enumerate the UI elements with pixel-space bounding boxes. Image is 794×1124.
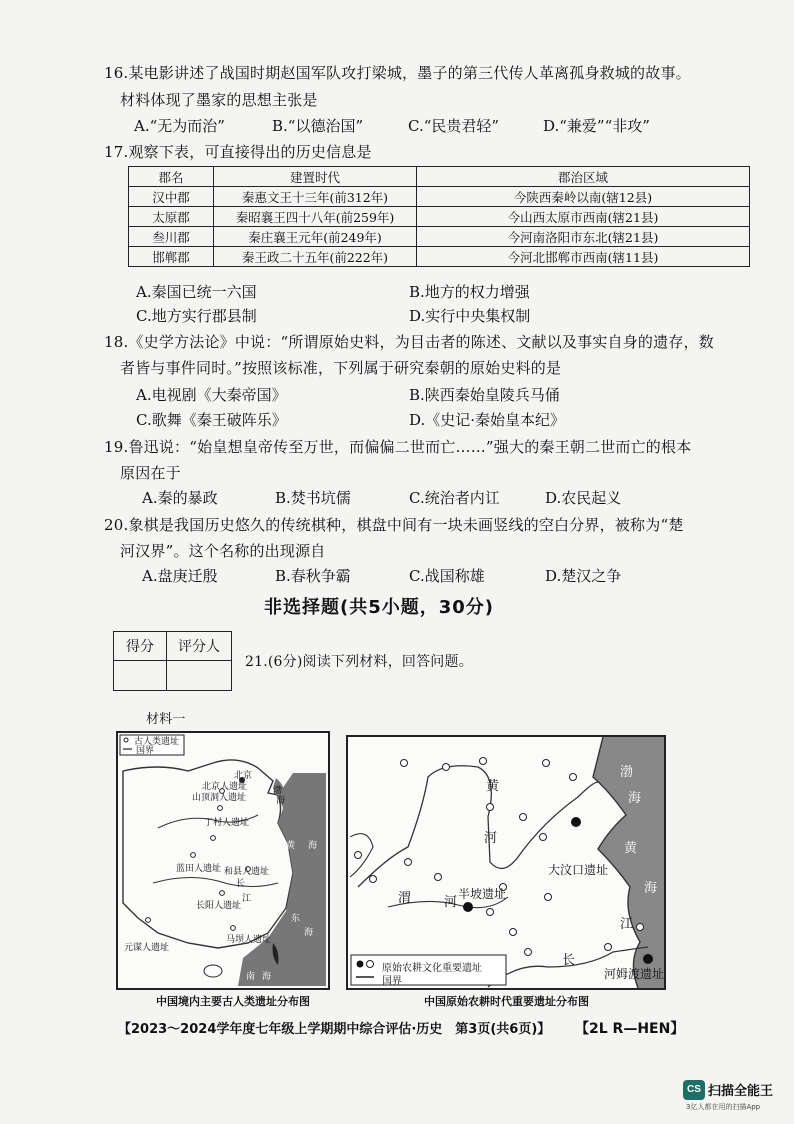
map1-label-site: 北京人遗址 — [202, 782, 248, 792]
map1-water-label: 渤 — [273, 786, 283, 796]
map1-water-label: 江 — [242, 894, 252, 904]
q19-stem-line2: 原因在于 — [120, 464, 181, 482]
farming-sites-map — [346, 735, 666, 990]
footer-code: 【2L R—HEN】 — [575, 1021, 685, 1037]
map1-legend-border: 国界 — [136, 746, 155, 756]
map2-sea-label: 海 — [644, 881, 658, 896]
table-header-row — [129, 167, 750, 187]
map2-legend-site: 原始农耕文化重要遗址 — [382, 963, 482, 974]
map1-water-label: 长 — [236, 879, 246, 889]
q16-stem-line1: 16.某电影讲述了战国时期赵国军队攻打梁城，墨子的第三代传人革离孤身救城的故事。 — [104, 64, 691, 82]
table-row — [129, 207, 750, 227]
table-cell: 汉中郡 — [129, 187, 214, 207]
table-header-cell: 郡名 — [129, 167, 214, 187]
map2-site-label: 河姆渡遗址 — [604, 967, 665, 981]
map2-caption: 中国原始农耕时代重要遗址分布图 — [424, 995, 589, 1008]
q16-option-a: A.“无为而治” — [134, 117, 225, 135]
map1-water-label: 海 — [304, 928, 314, 938]
map2-river-label: 河 — [444, 895, 458, 910]
q17-option-b: B.地方的权力增强 — [409, 283, 530, 301]
map1-water-label: 黄 — [286, 841, 296, 851]
map2-site-label: 大汶口遗址 — [548, 863, 609, 877]
map2-sea-label: 海 — [628, 791, 642, 806]
map1-label-site: 丁村人遗址 — [204, 818, 250, 828]
q20-option-d: D.楚汉之争 — [545, 567, 622, 585]
q19-option-b: B.焚书坑儒 — [275, 489, 351, 507]
q17-stem: 17.观察下表，可直接得出的历史信息是 — [104, 143, 372, 161]
table-header-cell: 郡治区域 — [417, 167, 750, 187]
table-cell: 秦惠文王十三年(前312年) — [214, 187, 417, 207]
footer-exam-info: 【2023～2024学年度七年级上学期期中综合评估·历史 第3页(共6页)】 — [118, 1022, 551, 1037]
q18-option-a: A.电视剧《大秦帝国》 — [136, 386, 287, 404]
map1-label-site: 山顶洞人遗址 — [192, 793, 247, 803]
map2-river-label: 长 — [562, 953, 576, 968]
table-header-cell: 建置时代 — [214, 167, 417, 187]
map2-sea-label: 黄 — [624, 841, 638, 856]
q20-stem-line2: 河汉界”。这个名称的出现源自 — [120, 542, 326, 560]
map2-river-label: 渭 — [398, 891, 412, 906]
q19-stem-line1: 19.鲁迅说：“始皇想皇帝传至万世，而偏偏二世而亡……”强大的秦王朝二世而亡的根本 — [104, 438, 692, 456]
q21-stem: 21.(6分)阅读下列材料，回答问题。 — [245, 654, 473, 670]
table-cell: 秦庄襄王元年(前249年) — [214, 227, 417, 247]
map2-sea-label: 渤 — [620, 765, 634, 780]
q19-option-d: D.农民起义 — [545, 489, 622, 507]
q20-option-a: A.盘庚迁殷 — [142, 567, 218, 585]
material-one-label: 材料一 — [146, 712, 186, 727]
q16-option-b: B.“以德治国” — [272, 117, 364, 135]
table-cell: 太原郡 — [129, 207, 214, 227]
section-title: 非选择题(共5小题，30分) — [264, 597, 495, 618]
map1-water-label: 海 — [276, 796, 286, 806]
table-cell: 今河南洛阳市东北(辖21县) — [417, 227, 750, 247]
map1-water-label: 东 — [291, 914, 301, 924]
map1-label-site: 马坝人遗址 — [226, 935, 272, 945]
table-cell: 叁川郡 — [129, 227, 214, 247]
q18-stem-line2: 者皆与事件同时。”按照该标准，下列属于研究秦朝的原始史料的是 — [120, 359, 562, 377]
q18-option-d: D.《史记·秦始皇本纪》 — [409, 411, 566, 429]
q17-option-d: D.实行中央集权制 — [409, 307, 531, 325]
commandery-table — [128, 166, 750, 267]
map1-legend-site: 古人类遗址 — [134, 737, 180, 747]
table-cell: 今陕西秦岭以南(辖12县) — [417, 187, 750, 207]
q18-option-b: B.陕西秦始皇陵兵马俑 — [409, 386, 560, 404]
table-row — [129, 187, 750, 207]
q19-option-a: A.秦的暴政 — [142, 489, 218, 507]
q17-option-a: A.秦国已统一六国 — [136, 283, 257, 301]
map2-drawing — [348, 737, 664, 988]
map2-legend-border: 国界 — [382, 976, 402, 987]
map2-river-label: 河 — [484, 831, 498, 846]
q17-option-c: C.地方实行郡县制 — [136, 307, 257, 325]
map1-caption: 中国境内主要古人类遗址分布图 — [156, 995, 310, 1008]
q20-stem-line1: 20.象棋是我国历史悠久的传统棋种，棋盘中间有一块未画竖线的空白分界，被称为“楚 — [104, 516, 684, 534]
map1-label-site: 元谋人遗址 — [124, 943, 170, 953]
grader-blank — [167, 661, 232, 691]
grader-label: 评分人 — [167, 632, 232, 661]
q16-stem-line2: 材料体现了墨家的思想主张是 — [120, 91, 318, 109]
table-row — [129, 227, 750, 247]
score-box — [113, 631, 232, 691]
score-blank — [114, 661, 167, 691]
scanner-logo-icon: CS — [683, 1080, 705, 1100]
table-cell: 秦王政二十五年(前222年) — [214, 247, 417, 267]
map1-label-site: 蓝田人遗址 — [176, 864, 222, 874]
q18-stem-line1: 18.《史学方法论》中说：“所谓原始史料，为目击者的陈述、文献以及事实自身的遗存，数 — [104, 333, 714, 351]
map1-label-site: 长阳人遗址 — [196, 901, 242, 911]
q18-option-c: C.歌舞《秦王破阵乐》 — [136, 411, 287, 429]
map1-water-label: 海 — [262, 972, 272, 982]
map1-water-label: 海 — [308, 841, 318, 851]
map2-river-label: 黄 — [486, 779, 500, 794]
q16-option-d: D.“兼爱”“非攻” — [543, 117, 650, 135]
scanner-app-name: 扫描全能王 — [708, 1084, 774, 1099]
map1-water-label: 南 — [246, 972, 256, 982]
table-row — [129, 247, 750, 267]
map2-river-label: 江 — [620, 917, 634, 932]
table-cell: 邯郸郡 — [129, 247, 214, 267]
score-label: 得分 — [114, 632, 167, 661]
map2-site-label: 半坡遗址 — [458, 887, 507, 901]
scanner-tagline: 3亿人都在用的扫描App — [686, 1103, 761, 1111]
q20-option-b: B.春秋争霸 — [275, 567, 351, 585]
map1-label-beijing: 北京 — [234, 771, 253, 781]
table-cell: 秦昭襄王四十八年(前259年) — [214, 207, 417, 227]
q19-option-c: C.统治者内讧 — [409, 489, 500, 507]
q16-option-c: C.“民贵君轻” — [408, 117, 500, 135]
table-cell: 今河北邯郸市西南(辖11县) — [417, 247, 750, 267]
ancient-human-sites-map — [116, 731, 330, 990]
map1-label-site: 和县人遗址 — [224, 867, 270, 877]
q20-option-c: C.战国称雄 — [409, 567, 485, 585]
table-cell: 今山西太原市西南(辖21县) — [417, 207, 750, 227]
